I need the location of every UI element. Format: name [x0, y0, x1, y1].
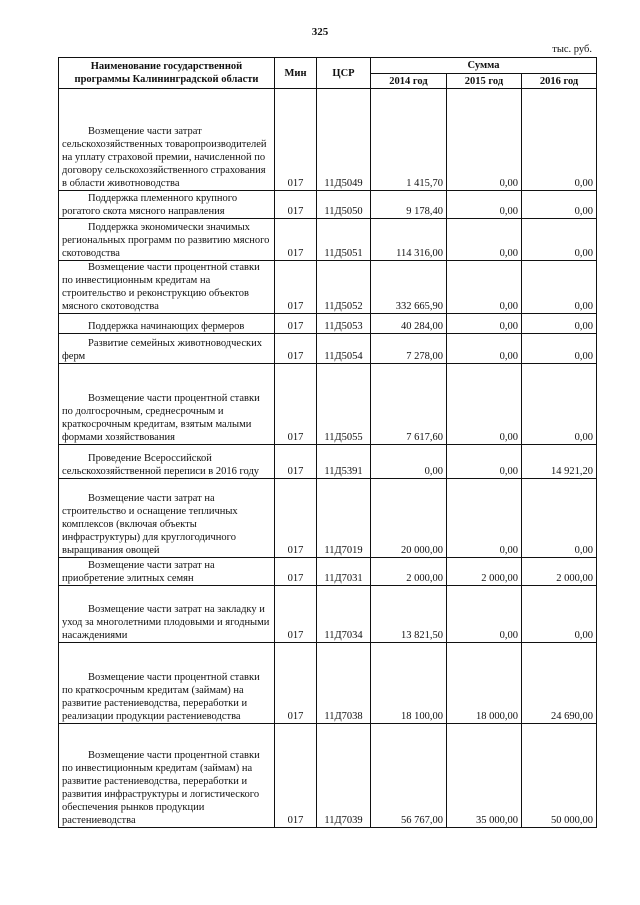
program-name-cell: Возмещение части затрат на закладку и уход за многолетними плодовыми и ягодными насаждениями [59, 586, 275, 643]
csr-cell: 11Д7038 [317, 643, 371, 724]
table-row [59, 191, 597, 219]
program-name-cell: Поддержка начинающих фермеров [59, 314, 275, 334]
amount-2015-cell: 0,00 [447, 445, 522, 479]
min-cell: 017 [275, 314, 317, 334]
amount-2014-cell: 7 278,00 [371, 334, 447, 364]
table-row [59, 334, 597, 364]
min-cell: 017 [275, 261, 317, 314]
table-row [59, 445, 597, 479]
amount-2016-cell: 0,00 [522, 364, 597, 445]
amount-2015-cell: 35 000,00 [447, 724, 522, 828]
csr-cell: 11Д7019 [317, 479, 371, 558]
amount-2016-cell: 0,00 [522, 479, 597, 558]
amount-2015-cell: 0,00 [447, 479, 522, 558]
program-name-cell: Возмещение части процентной ставки по краткосрочным кредитам (займам) на развитие растениеводства, переработки и реализации продукции растениеводства [59, 643, 275, 724]
table-row [59, 364, 597, 445]
amount-2014-cell: 18 100,00 [371, 643, 447, 724]
program-name-cell: Возмещение части процентной ставки по инвестиционным кредитам на строительство и реконструкцию объектов мясного скотоводства [59, 261, 275, 314]
csr-cell: 11Д7039 [317, 724, 371, 828]
program-name-cell: Поддержка племенного крупного рогатого скота мясного направления [59, 191, 275, 219]
header-program-name: Наименование государственной программы Калининградской области [59, 58, 275, 89]
program-name-cell: Проведение Всероссийской сельскохозяйственной переписи в 2016 году [59, 445, 275, 479]
amount-2014-cell: 9 178,40 [371, 191, 447, 219]
program-name-cell: Возмещение части затрат сельскохозяйственных товаропроизводителей на уплату страховой премии, начисленной по договору сельскохозяйственного страхования в области животноводства [59, 89, 275, 191]
amount-2014-cell: 114 316,00 [371, 219, 447, 261]
amount-2015-cell: 0,00 [447, 586, 522, 643]
amount-2014-cell: 40 284,00 [371, 314, 447, 334]
csr-cell: 11Д5051 [317, 219, 371, 261]
amount-2016-cell: 2 000,00 [522, 558, 597, 586]
amount-2015-cell: 0,00 [447, 261, 522, 314]
program-name-cell: Возмещение части процентной ставки по долгосрочным, среднесрочным и краткосрочным кредитам, взятым малыми формами хозяйствования [59, 364, 275, 445]
amount-2014-cell: 7 617,60 [371, 364, 447, 445]
program-name-cell: Возмещение части процентной ставки по инвестиционным кредитам (займам) на развитие растениеводства, переработки и развития инфраструктуры и логистического обеспечения рынков продукции растениеводства [59, 724, 275, 828]
min-cell: 017 [275, 89, 317, 191]
csr-cell: 11Д5391 [317, 445, 371, 479]
amount-2015-cell: 18 000,00 [447, 643, 522, 724]
amount-2015-cell: 0,00 [447, 314, 522, 334]
amount-2014-cell: 13 821,50 [371, 586, 447, 643]
min-cell: 017 [275, 191, 317, 219]
amount-2015-cell: 0,00 [447, 334, 522, 364]
amount-2015-cell: 0,00 [447, 219, 522, 261]
table-row [59, 558, 597, 586]
min-cell: 017 [275, 479, 317, 558]
table-row [59, 89, 597, 191]
csr-cell: 11Д5052 [317, 261, 371, 314]
min-cell: 017 [275, 364, 317, 445]
amount-2016-cell: 50 000,00 [522, 724, 597, 828]
csr-cell: 11Д5050 [317, 191, 371, 219]
amount-2016-cell: 0,00 [522, 334, 597, 364]
budget-table [58, 57, 597, 828]
min-cell: 017 [275, 334, 317, 364]
amount-2014-cell: 1 415,70 [371, 89, 447, 191]
amount-2014-cell: 332 665,90 [371, 261, 447, 314]
amount-2015-cell: 0,00 [447, 89, 522, 191]
amount-2015-cell: 0,00 [447, 191, 522, 219]
header-2015: 2015 год [447, 74, 522, 89]
csr-cell: 11Д7034 [317, 586, 371, 643]
header-2016: 2016 год [522, 74, 597, 89]
header-csr: ЦСР [317, 58, 371, 89]
table-row [59, 261, 597, 314]
program-name-cell: Поддержка экономически значимых региональных программ по развитию мясного скотоводства [59, 219, 275, 261]
min-cell: 017 [275, 586, 317, 643]
csr-cell: 11Д7031 [317, 558, 371, 586]
page-number: 325 [311, 26, 329, 38]
header-2014: 2014 год [371, 74, 447, 89]
table-row [59, 219, 597, 261]
program-name-cell: Возмещение части затрат на приобретение элитных семян [59, 558, 275, 586]
min-cell: 017 [275, 724, 317, 828]
amount-2015-cell: 0,00 [447, 364, 522, 445]
amount-2016-cell: 0,00 [522, 261, 597, 314]
amount-2014-cell: 56 767,00 [371, 724, 447, 828]
table-body [59, 89, 597, 828]
min-cell: 017 [275, 445, 317, 479]
units-label: тыс. руб. [552, 44, 592, 55]
min-cell: 017 [275, 219, 317, 261]
amount-2016-cell: 0,00 [522, 219, 597, 261]
table-row [59, 479, 597, 558]
program-name-cell: Развитие семейных животноводческих ферм [59, 334, 275, 364]
csr-cell: 11Д5053 [317, 314, 371, 334]
amount-2016-cell: 24 690,00 [522, 643, 597, 724]
min-cell: 017 [275, 558, 317, 586]
csr-cell: 11Д5055 [317, 364, 371, 445]
min-cell: 017 [275, 643, 317, 724]
table-row [59, 314, 597, 334]
table-row [59, 586, 597, 643]
amount-2014-cell: 20 000,00 [371, 479, 447, 558]
table-row [59, 643, 597, 724]
amount-2015-cell: 2 000,00 [447, 558, 522, 586]
amount-2014-cell: 2 000,00 [371, 558, 447, 586]
table-row [59, 724, 597, 828]
amount-2016-cell: 0,00 [522, 191, 597, 219]
program-name-cell: Возмещение части затрат на строительство и оснащение тепличных комплексов (включая объекты инфраструктуры) для круглогодичного выращивания овощей [59, 479, 275, 558]
csr-cell: 11Д5049 [317, 89, 371, 191]
header-sum: Сумма [371, 58, 597, 74]
amount-2016-cell: 0,00 [522, 586, 597, 643]
csr-cell: 11Д5054 [317, 334, 371, 364]
amount-2016-cell: 14 921,20 [522, 445, 597, 479]
amount-2016-cell: 0,00 [522, 89, 597, 191]
amount-2014-cell: 0,00 [371, 445, 447, 479]
amount-2016-cell: 0,00 [522, 314, 597, 334]
header-min: Мин [275, 58, 317, 89]
